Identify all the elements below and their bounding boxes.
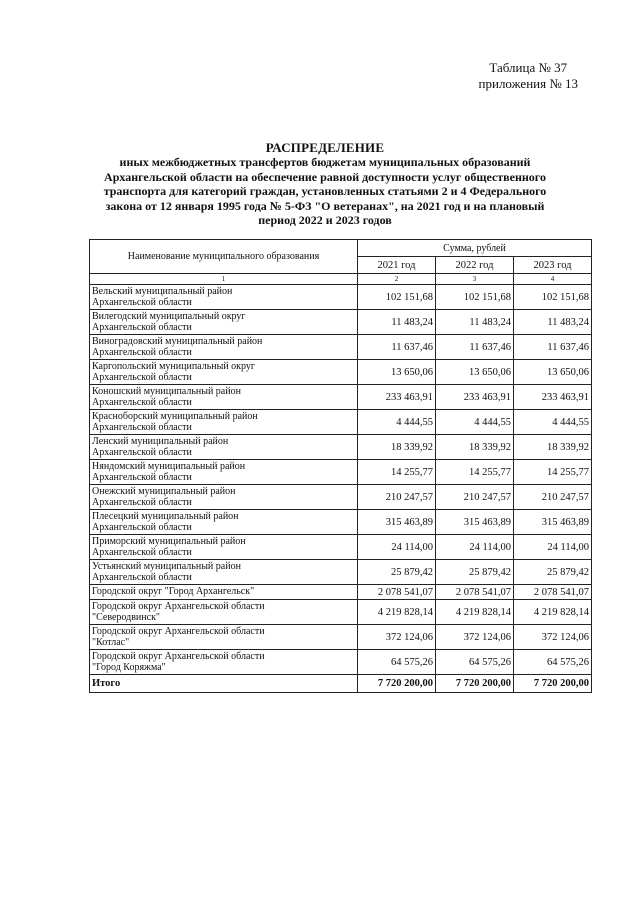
total-amount-2023: 7 720 200,00 (514, 675, 592, 693)
municipality-name-line: Вельский муниципальный район (92, 285, 233, 297)
amount-2023: 18 339,92 (514, 435, 592, 460)
amount-2023: 11 637,46 (514, 335, 592, 360)
total-amount-2022: 7 720 200,00 (436, 675, 514, 693)
amount-2022: 210 247,57 (436, 485, 514, 510)
municipality-name-line: Архангельской области (92, 572, 192, 583)
heading-line: иных межбюджетных трансфертов бюджетам муниципальных образований (119, 155, 531, 169)
municipality-name (90, 535, 358, 560)
table-row (90, 585, 592, 600)
amount-2022: 24 114,00 (436, 535, 514, 560)
table-row (90, 600, 592, 625)
amount-2023: 25 879,42 (514, 560, 592, 585)
municipality-name-line: Городской округ Архангельской области (92, 625, 265, 637)
amount-2021: 25 879,42 (358, 560, 436, 585)
amount-2022: 315 463,89 (436, 510, 514, 535)
municipality-name-line: Архангельской области (92, 322, 192, 333)
total-amount-2021: 7 720 200,00 (358, 675, 436, 693)
table-row (90, 410, 592, 435)
amount-2022: 25 879,42 (436, 560, 514, 585)
municipality-name-line: Архангельской области (92, 297, 192, 308)
amount-2022: 2 078 541,07 (436, 585, 514, 600)
municipality-name-line: Ленский муниципальный район (92, 435, 229, 447)
table-row (90, 285, 592, 310)
municipality-name (90, 360, 358, 385)
amount-2022: 64 575,26 (436, 650, 514, 675)
amount-2022: 4 219 828,14 (436, 600, 514, 625)
appendix-number: приложения № 13 (478, 76, 578, 91)
heading-line: закона от 12 января 1995 года № 5-ФЗ "О ветеранах", на 2021 год и на плановый (105, 198, 545, 213)
municipality-name-line: Архангельской области (92, 422, 192, 433)
amount-2022: 11 637,46 (436, 335, 514, 360)
municipality-name-line: Устьянский муниципальный район (92, 560, 241, 572)
column-number: 4 (514, 274, 592, 285)
table-row (90, 360, 592, 385)
column-number: 2 (358, 274, 436, 285)
heading-title: РАСПРЕДЕЛЕНИЕ (265, 140, 385, 155)
table-row (90, 435, 592, 460)
municipality-name-line: Архангельской области (92, 472, 192, 483)
amount-2021: 11 483,24 (358, 310, 436, 335)
municipality-name-line: Вилегодский муниципальный округ (92, 310, 246, 322)
amount-2023: 11 483,24 (514, 310, 592, 335)
table-row (90, 625, 592, 650)
table-row (90, 510, 592, 535)
amount-2023: 233 463,91 (514, 385, 592, 410)
municipality-name (90, 435, 358, 460)
municipality-name-line: Каргопольский муниципальный округ (92, 360, 256, 372)
total-label: Итого (90, 675, 358, 693)
amount-2021: 4 219 828,14 (358, 600, 436, 625)
amount-2022: 13 650,06 (436, 360, 514, 385)
municipality-name-line: Архангельской области (92, 522, 192, 533)
amount-2022: 233 463,91 (436, 385, 514, 410)
municipality-name (90, 650, 358, 675)
amount-2023: 4 444,55 (514, 410, 592, 435)
amount-2021: 64 575,26 (358, 650, 436, 675)
amount-2022: 18 339,92 (436, 435, 514, 460)
amount-2021: 372 124,06 (358, 625, 436, 650)
heading-line: Архангельской области на обеспечение равной доступности услуг общественного (104, 169, 546, 184)
amount-2022: 4 444,55 (436, 410, 514, 435)
amount-2021: 2 078 541,07 (358, 585, 436, 600)
municipality-name-line: Архангельской области (92, 397, 192, 408)
amount-2023: 14 255,77 (514, 460, 592, 485)
municipality-name-line: Городской округ Архангельской области (92, 650, 265, 662)
table-reference (479, 60, 578, 92)
table-row (90, 335, 592, 360)
document-heading (90, 140, 560, 228)
municipality-name (90, 600, 358, 625)
municipality-name-line: Архангельской области (92, 497, 192, 508)
amount-2023: 102 151,68 (514, 285, 592, 310)
amount-2023: 315 463,89 (514, 510, 592, 535)
municipality-name (90, 410, 358, 435)
table-row (90, 650, 592, 675)
municipality-name-line: "Северодвинск" (92, 612, 161, 623)
table-row (90, 385, 592, 410)
municipality-name-line: Городской округ Архангельской области (92, 600, 265, 612)
table-row (90, 535, 592, 560)
heading-line: транспорта для категорий граждан, установленных статьями 2 и 4 Федерального (103, 184, 547, 198)
municipality-name-line: Плесецкий муниципальный район (92, 510, 239, 522)
amount-2021: 102 151,68 (358, 285, 436, 310)
column-number: 3 (436, 274, 514, 285)
municipality-name (90, 585, 358, 600)
municipality-name (90, 285, 358, 310)
table-row (90, 485, 592, 510)
municipality-name-line: Приморский муниципальный район (92, 535, 246, 547)
amount-2023: 4 219 828,14 (514, 600, 592, 625)
amount-2023: 64 575,26 (514, 650, 592, 675)
table-number: Таблица № 37 (489, 60, 568, 75)
municipality-name-line: Архангельской области (92, 447, 192, 458)
heading-line: период 2022 и 2023 годов (258, 213, 392, 227)
total-row (90, 675, 592, 693)
amount-2023: 13 650,06 (514, 360, 592, 385)
amount-2023: 24 114,00 (514, 535, 592, 560)
amount-2021: 24 114,00 (358, 535, 436, 560)
municipality-name (90, 560, 358, 585)
header-sum: Сумма, рублей (358, 240, 592, 257)
amount-2023: 210 247,57 (514, 485, 592, 510)
amount-2023: 372 124,06 (514, 625, 592, 650)
amount-2021: 18 339,92 (358, 435, 436, 460)
municipality-name-line: Онежский муниципальный район (92, 485, 236, 497)
amount-2021: 233 463,91 (358, 385, 436, 410)
header-year-2022: 2022 год (436, 257, 514, 274)
municipality-name (90, 310, 358, 335)
table-row (90, 310, 592, 335)
municipality-name-line: Архангельской области (92, 347, 192, 358)
municipality-name-line: "Город Коряжма" (92, 662, 166, 673)
municipality-name-line: Виноградовский муниципальный район (92, 335, 263, 347)
table-row (90, 560, 592, 585)
amount-2021: 4 444,55 (358, 410, 436, 435)
municipality-name-line: Красноборский муниципальный район (92, 410, 258, 422)
amount-2022: 11 483,24 (436, 310, 514, 335)
municipality-name-line: Коношский муниципальный район (92, 385, 241, 397)
amount-2021: 11 637,46 (358, 335, 436, 360)
municipality-name (90, 335, 358, 360)
municipality-name (90, 625, 358, 650)
municipality-name-line: Архангельской области (92, 372, 192, 383)
amount-2021: 210 247,57 (358, 485, 436, 510)
municipality-name (90, 460, 358, 485)
header-year-2021: 2021 год (358, 257, 436, 274)
amount-2022: 372 124,06 (436, 625, 514, 650)
amount-2021: 315 463,89 (358, 510, 436, 535)
municipality-name-line: "Котлас" (92, 637, 130, 648)
distribution-table (89, 239, 592, 693)
amount-2021: 14 255,77 (358, 460, 436, 485)
municipality-name-line: Городской округ "Город Архангельск" (92, 586, 255, 598)
amount-2021: 13 650,06 (358, 360, 436, 385)
amount-2023: 2 078 541,07 (514, 585, 592, 600)
column-number: 1 (90, 274, 358, 285)
amount-2022: 14 255,77 (436, 460, 514, 485)
header-municipality: Наименование муниципального образования (90, 240, 358, 274)
amount-2022: 102 151,68 (436, 285, 514, 310)
municipality-name (90, 385, 358, 410)
municipality-name (90, 485, 358, 510)
municipality-name (90, 510, 358, 535)
municipality-name-line: Архангельской области (92, 547, 192, 558)
header-year-2023: 2023 год (514, 257, 592, 274)
municipality-name-line: Няндомский муниципальный район (92, 460, 246, 472)
table-row (90, 460, 592, 485)
